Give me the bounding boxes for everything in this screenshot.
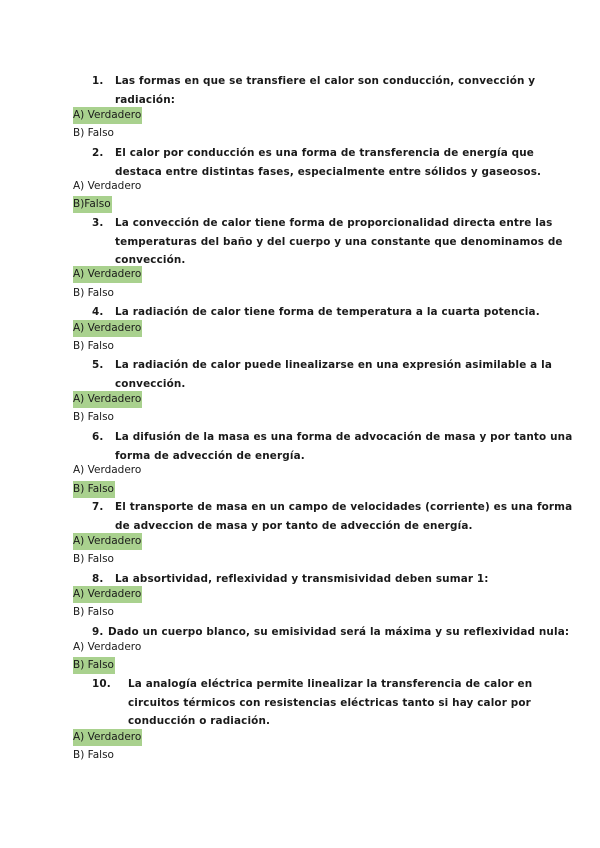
question-3 [92, 214, 580, 270]
option-falso-q7[interactable]: B) Falso [73, 553, 114, 565]
question-text-line: radiación: [115, 93, 176, 106]
option-falso-q5[interactable]: B) Falso [73, 411, 114, 423]
question-text-line: Las formas en que se transfiere el calor son conducción, convección y [115, 75, 536, 87]
option-falso-q2[interactable]: B)Falso [73, 196, 112, 213]
option-verdadero-q8[interactable]: A) Verdadero [73, 586, 142, 603]
question-number: 10. [92, 678, 111, 690]
option-falso-q1[interactable]: B) Falso [73, 127, 114, 139]
option-falso-q3[interactable]: B) Falso [73, 287, 114, 299]
question-text-line: circuitos térmicos con resistencias eléctricas tanto si hay calor por [128, 696, 531, 709]
option-verdadero-q7[interactable]: A) Verdadero [73, 533, 142, 550]
question-text-line: Dado un cuerpo blanco, su emisividad será la máxima y su reflexividad nula: [108, 626, 570, 638]
option-verdadero-q6[interactable]: A) Verdadero [73, 464, 142, 476]
question-7 [92, 498, 580, 535]
question-number: 7. [92, 501, 104, 513]
question-text-line: La analogía eléctrica permite linealizar la transferencia de calor en [128, 678, 533, 690]
question-number: 6. [92, 431, 104, 443]
option-verdadero-q9[interactable]: A) Verdadero [73, 641, 142, 653]
question-text-line: convección. [115, 254, 186, 266]
question-text-line: conducción o radiación. [128, 715, 271, 727]
option-falso-q10[interactable]: B) Falso [73, 749, 114, 761]
option-falso-q4[interactable]: B) Falso [73, 340, 114, 352]
question-text-line: forma de advección de energía. [115, 449, 305, 462]
option-verdadero-q2[interactable]: A) Verdadero [73, 180, 142, 192]
question-text-line: La absortividad, reflexividad y transmisividad deben sumar 1: [115, 573, 489, 585]
question-number: 4. [92, 306, 104, 318]
question-text-line: convección. [115, 377, 186, 390]
question-text-line: temperaturas del baño y del cuerpo y una constante que denominamos de [115, 235, 563, 248]
question-text-line: El calor por conducción es una forma de transferencia de energía que [115, 147, 534, 159]
question-number: 9. [92, 626, 104, 638]
question-text-line: de adveccion de masa y por tanto de advección de energía. [115, 519, 473, 532]
option-verdadero-q4[interactable]: A) Verdadero [73, 320, 142, 337]
question-9 [92, 623, 580, 642]
option-verdadero-q10[interactable]: A) Verdadero [73, 729, 142, 746]
question-text-line: La difusión de la masa es una forma de advocación de masa y por tanto una [115, 431, 573, 443]
question-4 [92, 303, 580, 322]
question-10 [92, 675, 580, 731]
option-falso-q6[interactable]: B) Falso [73, 481, 115, 498]
question-5 [92, 356, 580, 393]
question-text-line: destaca entre distintas fases, especialmente entre sólidos y gaseosos. [115, 165, 542, 178]
question-1 [92, 72, 580, 109]
question-8 [92, 570, 580, 589]
question-number: 3. [92, 217, 104, 229]
question-number: 8. [92, 573, 104, 585]
question-text-line: El transporte de masa en un campo de velocidades (corriente) es una forma [115, 501, 573, 513]
question-text-line: La radiación de calor tiene forma de temperatura a la cuarta potencia. [115, 306, 540, 318]
question-number: 1. [92, 75, 104, 87]
question-6 [92, 428, 580, 465]
question-number: 5. [92, 359, 104, 371]
question-text-line: La convección de calor tiene forma de proporcionalidad directa entre las [115, 217, 553, 229]
option-falso-q8[interactable]: B) Falso [73, 606, 114, 618]
option-verdadero-q3[interactable]: A) Verdadero [73, 266, 142, 283]
question-2 [92, 144, 580, 181]
option-verdadero-q1[interactable]: A) Verdadero [73, 107, 142, 124]
option-falso-q9[interactable]: B) Falso [73, 657, 115, 674]
option-verdadero-q5[interactable]: A) Verdadero [73, 391, 142, 408]
question-text-line: La radiación de calor puede linealizarse en una expresión asimilable a la [115, 359, 552, 371]
question-number: 2. [92, 147, 104, 159]
